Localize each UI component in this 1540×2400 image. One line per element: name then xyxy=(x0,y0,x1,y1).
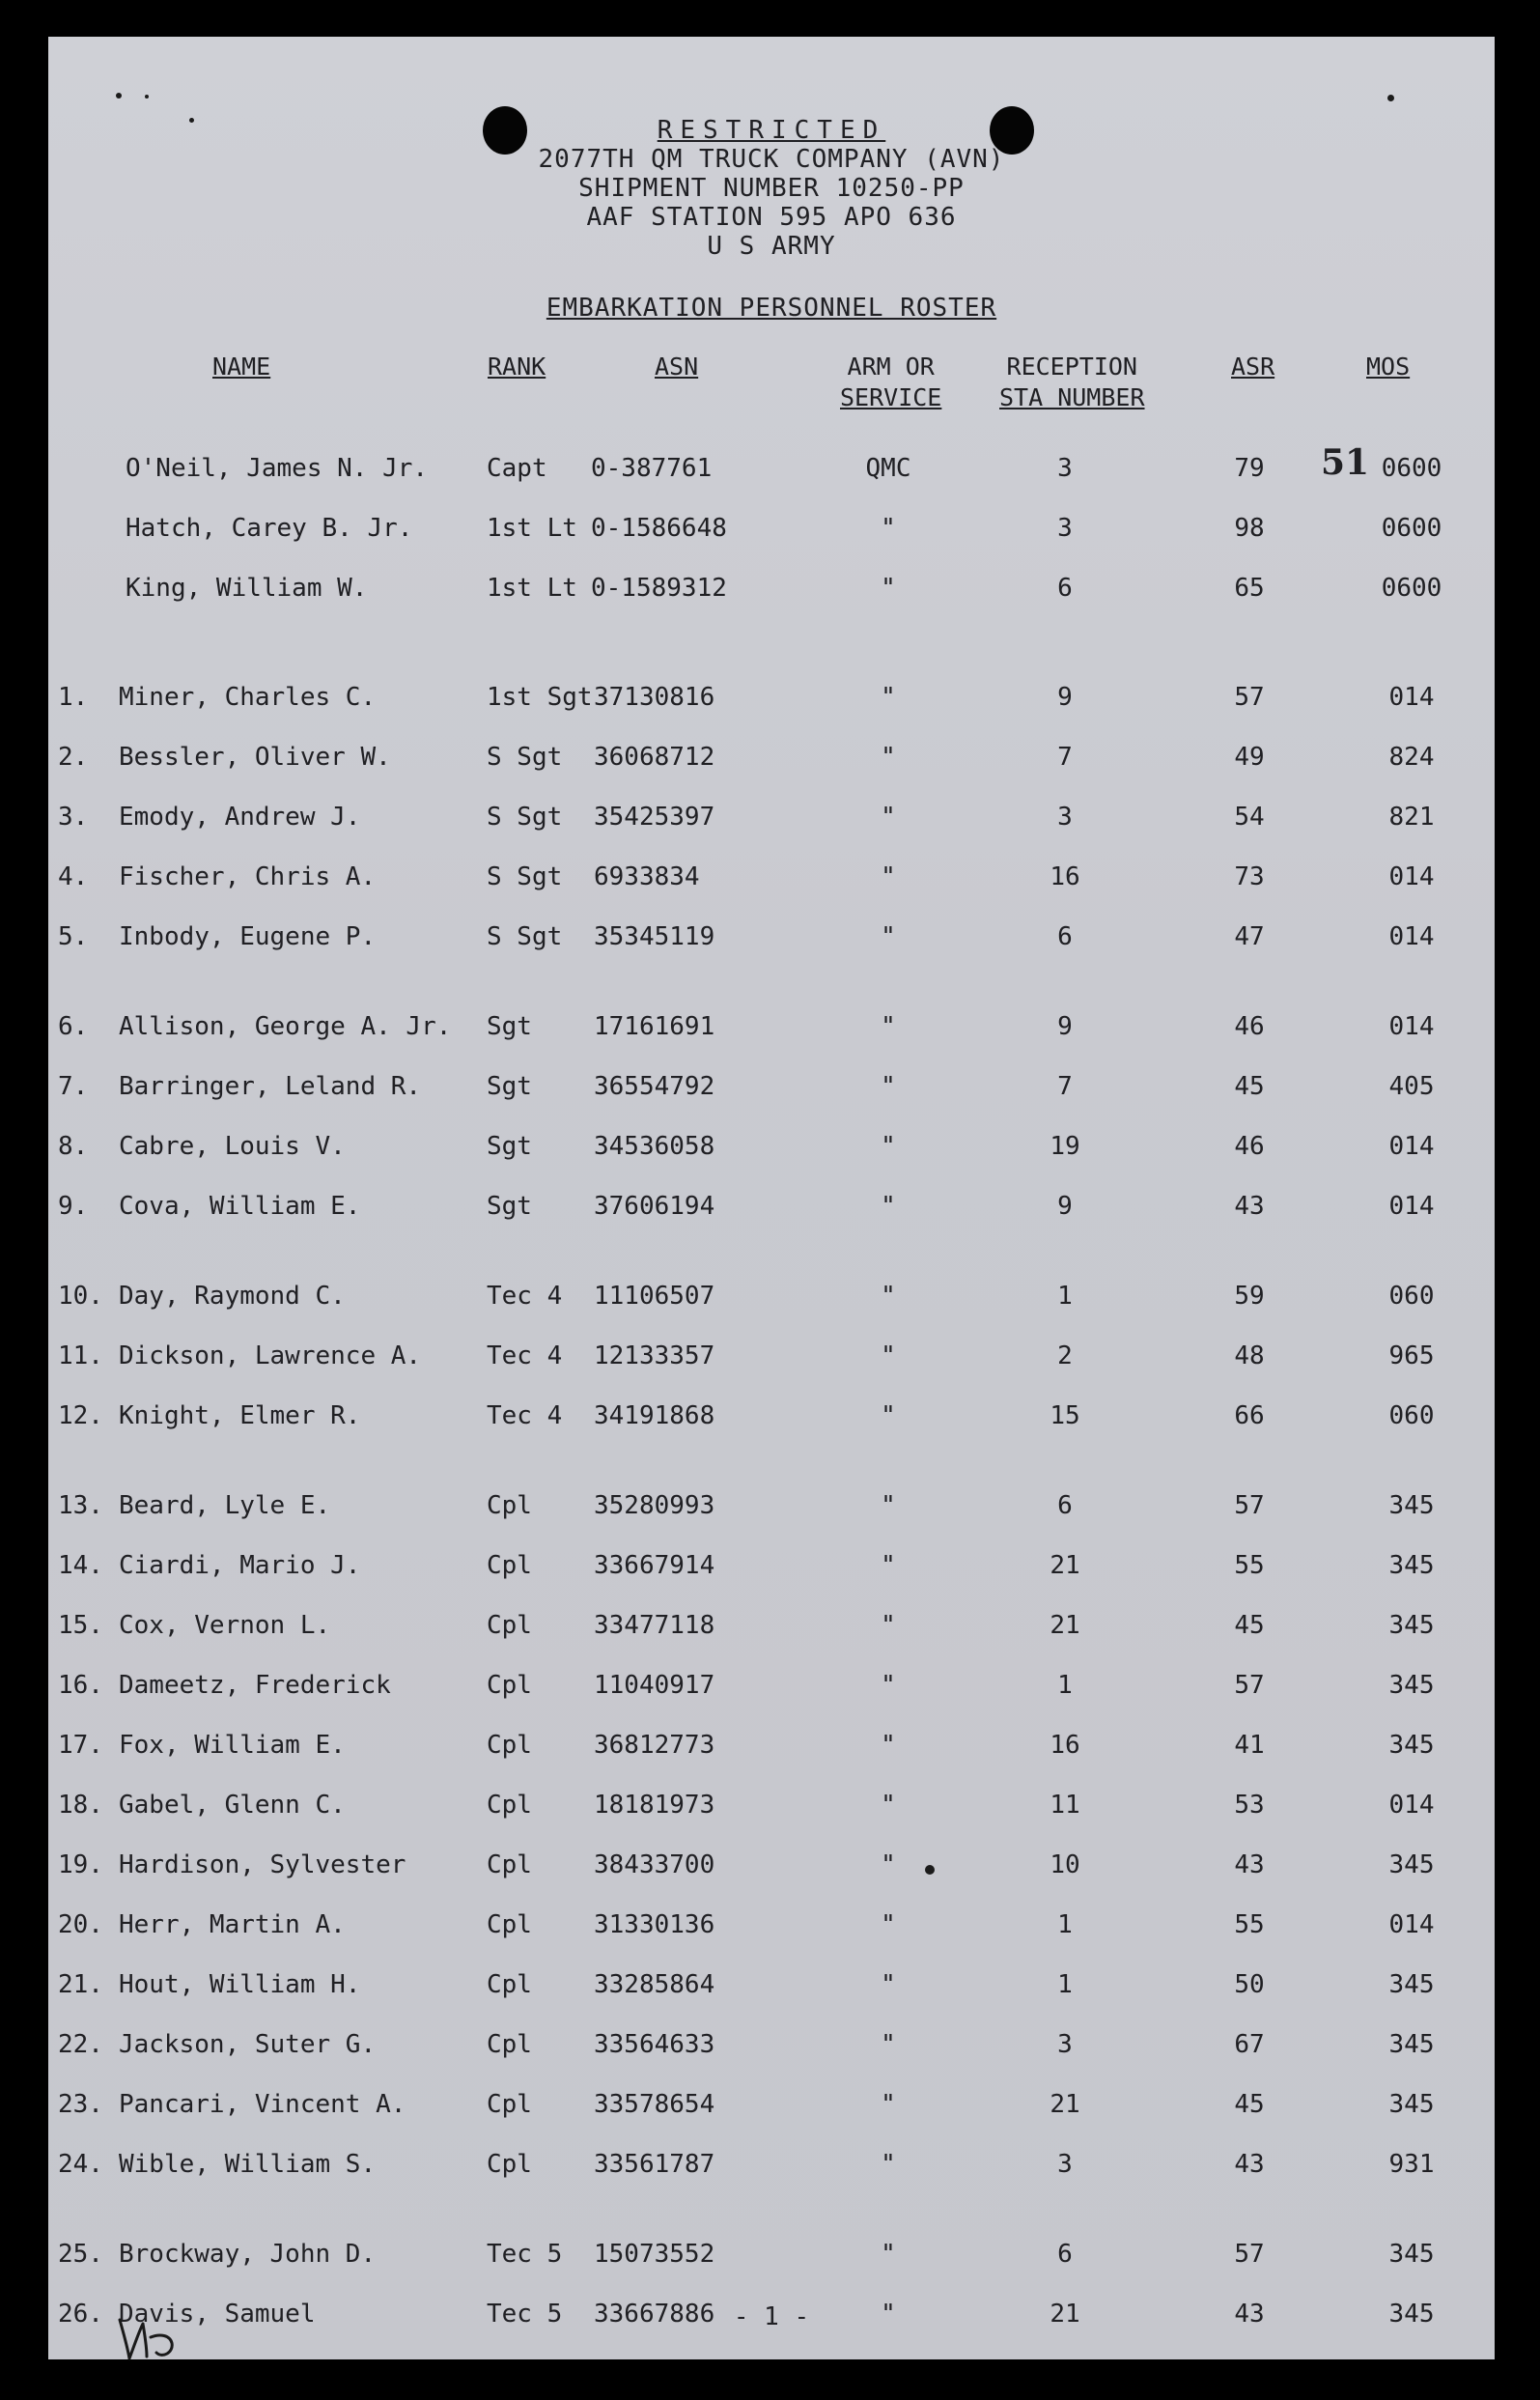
cell-sta: 1 xyxy=(1057,1970,1073,1999)
cell-asr: 67 xyxy=(1234,2030,1265,2059)
cell-rank: S Sgt xyxy=(487,922,563,951)
cell-mos: 014 xyxy=(1388,922,1435,951)
cell-sta: 3 xyxy=(1057,514,1073,543)
cell-mos: 345 xyxy=(1388,2030,1435,2059)
cell-mos: 824 xyxy=(1388,743,1435,772)
cell-name: Barringer, Leland R. xyxy=(119,1072,422,1101)
handwritten-initials xyxy=(114,2314,191,2364)
cell-rank: Sgt xyxy=(487,1192,532,1221)
cell-mos: 345 xyxy=(1388,1850,1435,1879)
cell-num: 5. xyxy=(58,922,89,951)
cell-sta: 3 xyxy=(1057,2030,1073,2059)
cell-sta: 7 xyxy=(1057,743,1073,772)
cell-asr: 53 xyxy=(1234,1791,1265,1820)
cell-mos: 965 xyxy=(1388,1341,1435,1370)
cell-name: Miner, Charles C. xyxy=(119,683,377,712)
cell-asn: 18181973 xyxy=(594,1791,715,1820)
cell-name: O'Neil, James N. Jr. xyxy=(126,454,429,483)
cell-rank: Tec 5 xyxy=(487,2240,563,2269)
cell-asr: 73 xyxy=(1234,862,1265,891)
cell-rank: S Sgt xyxy=(487,743,563,772)
cell-sta: 19 xyxy=(1050,1132,1080,1161)
cell-num: 10. xyxy=(58,1282,103,1311)
cell-mos: 014 xyxy=(1388,683,1435,712)
cell-mos: 345 xyxy=(1388,1551,1435,1580)
cell-arm: " xyxy=(881,922,896,951)
cell-rank: Cpl xyxy=(487,1611,532,1640)
cell-sta: 21 xyxy=(1050,2300,1080,2329)
cell-sta: 16 xyxy=(1050,1731,1080,1760)
cell-rank: Cpl xyxy=(487,1910,532,1939)
cell-asn: 31330136 xyxy=(594,1910,715,1939)
cell-sta: 1 xyxy=(1057,1671,1073,1700)
cell-arm: " xyxy=(881,1910,896,1939)
cell-asr: 59 xyxy=(1234,1282,1265,1311)
cell-rank: Cpl xyxy=(487,1970,532,1999)
cell-asr: 43 xyxy=(1234,1850,1265,1879)
cell-arm: " xyxy=(881,1671,896,1700)
cell-rank: Tec 4 xyxy=(487,1341,563,1370)
cell-asr: 57 xyxy=(1234,1671,1265,1700)
cell-num: 3. xyxy=(58,803,89,832)
cell-num: 18. xyxy=(58,1791,103,1820)
cell-sta: 15 xyxy=(1050,1401,1080,1430)
cell-asr: 66 xyxy=(1234,1401,1265,1430)
cell-arm: " xyxy=(881,743,896,772)
cell-arm: " xyxy=(881,574,896,603)
cell-mos: 345 xyxy=(1388,1731,1435,1760)
cell-asr: 57 xyxy=(1234,2240,1265,2269)
cell-num: 19. xyxy=(58,1850,103,1879)
cell-asn: 12133357 xyxy=(594,1341,715,1370)
cell-rank: Cpl xyxy=(487,1731,532,1760)
cell-num: 2. xyxy=(58,743,89,772)
cell-num: 11. xyxy=(58,1341,103,1370)
cell-sta: 6 xyxy=(1057,1491,1073,1520)
cell-name: Hout, William H. xyxy=(119,1970,361,1999)
col-header-reception-line2: STA NUMBER xyxy=(999,383,1145,411)
cell-name: Pancari, Vincent A. xyxy=(119,2090,406,2119)
cell-sta: 1 xyxy=(1057,1910,1073,1939)
cell-arm: " xyxy=(881,803,896,832)
cell-arm: " xyxy=(881,1731,896,1760)
cell-arm: " xyxy=(881,1791,896,1820)
shipment-number: SHIPMENT NUMBER 10250-PP xyxy=(578,174,965,203)
cell-rank: S Sgt xyxy=(487,862,563,891)
cell-rank: Sgt xyxy=(487,1012,532,1041)
speck xyxy=(145,95,149,99)
cell-rank: S Sgt xyxy=(487,803,563,832)
cell-asn: 33667914 xyxy=(594,1551,715,1580)
col-header-reception-line1: RECEPTION xyxy=(1006,353,1137,381)
cell-rank: Capt xyxy=(487,454,547,483)
mos-handwritten-note: 51 xyxy=(1321,442,1370,483)
cell-num: 12. xyxy=(58,1401,103,1430)
cell-asn: 36812773 xyxy=(594,1731,715,1760)
cell-num: 9. xyxy=(58,1192,89,1221)
cell-asr: 45 xyxy=(1234,2090,1265,2119)
service-branch: U S ARMY xyxy=(707,232,836,261)
cell-asn: 34536058 xyxy=(594,1132,715,1161)
cell-num: 15. xyxy=(58,1611,103,1640)
cell-mos: 060 xyxy=(1388,1282,1435,1311)
cell-sta: 1 xyxy=(1057,1282,1073,1311)
station-info: AAF STATION 595 APO 636 xyxy=(586,203,957,232)
cell-name: Hatch, Carey B. Jr. xyxy=(126,514,413,543)
cell-sta: 21 xyxy=(1050,1551,1080,1580)
roster-page xyxy=(48,37,1495,2359)
cell-num: 24. xyxy=(58,2150,103,2179)
cell-rank: Sgt xyxy=(487,1072,532,1101)
cell-rank: Cpl xyxy=(487,2150,532,2179)
cell-num: 17. xyxy=(58,1731,103,1760)
cell-sta: 6 xyxy=(1057,574,1073,603)
cell-asn: 33578654 xyxy=(594,2090,715,2119)
cell-asr: 98 xyxy=(1234,514,1265,543)
cell-asn: 35280993 xyxy=(594,1491,715,1520)
cell-rank: Cpl xyxy=(487,1671,532,1700)
cell-asr: 50 xyxy=(1234,1970,1265,1999)
cell-asn: 34191868 xyxy=(594,1401,715,1430)
cell-asn: 35425397 xyxy=(594,803,715,832)
cell-num: 26. xyxy=(58,2300,103,2329)
cell-mos: 931 xyxy=(1388,2150,1435,2179)
cell-name: Beard, Lyle E. xyxy=(119,1491,331,1520)
col-header-asr: ASR xyxy=(1231,353,1275,381)
cell-asr: 43 xyxy=(1234,1192,1265,1221)
classification-stamp: RESTRICTED xyxy=(657,116,886,145)
col-header-arm xyxy=(840,352,941,413)
cell-name: Brockway, John D. xyxy=(119,2240,377,2269)
cell-num: 1. xyxy=(58,683,89,712)
cell-mos: 014 xyxy=(1388,1910,1435,1939)
cell-asn: 15073552 xyxy=(594,2240,715,2269)
cell-name: Dickson, Lawrence A. xyxy=(119,1341,422,1370)
speck xyxy=(116,93,122,99)
cell-name: Ciardi, Mario J. xyxy=(119,1551,361,1580)
cell-num: 25. xyxy=(58,2240,103,2269)
cell-mos: 0600 xyxy=(1381,514,1442,543)
cell-asr: 49 xyxy=(1234,743,1265,772)
cell-name: Gabel, Glenn C. xyxy=(119,1791,346,1820)
cell-name: Wible, William S. xyxy=(119,2150,377,2179)
cell-asn: 33285864 xyxy=(594,1970,715,1999)
col-header-rank: RANK xyxy=(488,353,546,381)
cell-num: 6. xyxy=(58,1012,89,1041)
cell-mos: 0600 xyxy=(1381,454,1442,483)
cell-name: Davis, Samuel xyxy=(119,2300,316,2329)
cell-arm: " xyxy=(881,1072,896,1101)
cell-mos: 014 xyxy=(1388,862,1435,891)
cell-asn: 33561787 xyxy=(594,2150,715,2179)
cell-num: 7. xyxy=(58,1072,89,1101)
cell-name: Cox, Vernon L. xyxy=(119,1611,331,1640)
cell-arm: " xyxy=(881,1551,896,1580)
cell-name: Bessler, Oliver W. xyxy=(119,743,391,772)
cell-arm: " xyxy=(881,862,896,891)
cell-arm: " xyxy=(881,1850,896,1879)
cell-mos: 345 xyxy=(1388,1611,1435,1640)
cell-asr: 43 xyxy=(1234,2300,1265,2329)
cell-mos: 060 xyxy=(1388,1401,1435,1430)
page-number: - 1 - xyxy=(733,2302,810,2331)
cell-asn: 0-387761 xyxy=(591,454,713,483)
cell-mos: 405 xyxy=(1388,1072,1435,1101)
cell-arm: " xyxy=(881,1282,896,1311)
cell-sta: 10 xyxy=(1050,1850,1080,1879)
cell-name: Inbody, Eugene P. xyxy=(119,922,377,951)
cell-name: Jackson, Suter G. xyxy=(119,2030,377,2059)
cell-sta: 11 xyxy=(1050,1791,1080,1820)
cell-rank: Cpl xyxy=(487,1850,532,1879)
cell-arm: QMC xyxy=(865,454,911,483)
cell-arm: " xyxy=(881,1192,896,1221)
cell-mos: 345 xyxy=(1388,2090,1435,2119)
cell-arm: " xyxy=(881,1970,896,1999)
speck xyxy=(1387,95,1394,101)
cell-name: King, William W. xyxy=(126,574,368,603)
cell-mos: 014 xyxy=(1388,1791,1435,1820)
cell-name: Fischer, Chris A. xyxy=(119,862,377,891)
cell-sta: 21 xyxy=(1050,2090,1080,2119)
cell-arm: " xyxy=(881,1012,896,1041)
cell-asn: 37606194 xyxy=(594,1192,715,1221)
cell-name: Allison, George A. Jr. xyxy=(119,1012,452,1041)
col-header-name: NAME xyxy=(212,353,271,381)
cell-mos: 014 xyxy=(1388,1192,1435,1221)
cell-asn: 0-1589312 xyxy=(591,574,727,603)
cell-asn: 36554792 xyxy=(594,1072,715,1101)
cell-rank: Tec 4 xyxy=(487,1282,563,1311)
cell-num: 20. xyxy=(58,1910,103,1939)
cell-sta: 9 xyxy=(1057,683,1073,712)
cell-num: 8. xyxy=(58,1132,89,1161)
cell-name: Dameetz, Frederick xyxy=(119,1671,391,1700)
cell-arm: " xyxy=(881,2150,896,2179)
cell-sta: 3 xyxy=(1057,803,1073,832)
cell-sta: 3 xyxy=(1057,454,1073,483)
cell-name: Fox, William E. xyxy=(119,1731,346,1760)
cell-mos: 345 xyxy=(1388,2300,1435,2329)
cell-asn: 33477118 xyxy=(594,1611,715,1640)
cell-rank: Tec 5 xyxy=(487,2300,563,2329)
cell-asn: 11040917 xyxy=(594,1671,715,1700)
cell-rank: 1st Lt xyxy=(487,514,577,543)
col-header-asn: ASN xyxy=(655,353,699,381)
cell-arm: " xyxy=(881,2300,896,2329)
cell-sta: 9 xyxy=(1057,1192,1073,1221)
cell-asn: 36068712 xyxy=(594,743,715,772)
roster-title: EMBARKATION PERSONNEL ROSTER xyxy=(546,294,997,323)
cell-asn: 33564633 xyxy=(594,2030,715,2059)
cell-num: 13. xyxy=(58,1491,103,1520)
col-header-mos: MOS xyxy=(1366,353,1411,381)
cell-num: 21. xyxy=(58,1970,103,1999)
cell-sta: 3 xyxy=(1057,2150,1073,2179)
cell-mos: 0600 xyxy=(1381,574,1442,603)
cell-asr: 65 xyxy=(1234,574,1265,603)
col-header-arm-line2: SERVICE xyxy=(840,383,942,411)
cell-sta: 6 xyxy=(1057,2240,1073,2269)
cell-asr: 57 xyxy=(1234,1491,1265,1520)
cell-sta: 16 xyxy=(1050,862,1080,891)
cell-mos: 014 xyxy=(1388,1132,1435,1161)
cell-mos: 345 xyxy=(1388,2240,1435,2269)
cell-name: Day, Raymond C. xyxy=(119,1282,346,1311)
cell-rank: Tec 4 xyxy=(487,1401,563,1430)
cell-asr: 45 xyxy=(1234,1611,1265,1640)
cell-asr: 79 xyxy=(1234,454,1265,483)
cell-rank: Cpl xyxy=(487,2090,532,2119)
col-header-reception xyxy=(999,352,1145,413)
cell-asr: 55 xyxy=(1234,1910,1265,1939)
cell-asr: 45 xyxy=(1234,1072,1265,1101)
cell-rank: Cpl xyxy=(487,1791,532,1820)
cell-arm: " xyxy=(881,2030,896,2059)
cell-asn: 38433700 xyxy=(594,1850,715,1879)
cell-sta: 9 xyxy=(1057,1012,1073,1041)
cell-mos: 821 xyxy=(1388,803,1435,832)
cell-arm: " xyxy=(881,683,896,712)
cell-rank: Cpl xyxy=(487,1551,532,1580)
cell-name: Knight, Elmer R. xyxy=(119,1401,361,1430)
cell-num: 4. xyxy=(58,862,89,891)
cell-arm: " xyxy=(881,1611,896,1640)
speck xyxy=(925,1865,935,1875)
cell-sta: 21 xyxy=(1050,1611,1080,1640)
cell-asn: 35345119 xyxy=(594,922,715,951)
unit-name: 2077TH QM TRUCK COMPANY (AVN) xyxy=(538,145,1005,174)
cell-asr: 41 xyxy=(1234,1731,1265,1760)
cell-rank: Cpl xyxy=(487,2030,532,2059)
cell-mos: 345 xyxy=(1388,1491,1435,1520)
cell-rank: Cpl xyxy=(487,1491,532,1520)
cell-asr: 46 xyxy=(1234,1132,1265,1161)
cell-num: 22. xyxy=(58,2030,103,2059)
cell-num: 16. xyxy=(58,1671,103,1700)
cell-mos: 345 xyxy=(1388,1970,1435,1999)
cell-rank: 1st Lt xyxy=(487,574,577,603)
cell-asn: 6933834 xyxy=(594,862,700,891)
cell-arm: " xyxy=(881,1132,896,1161)
cell-arm: " xyxy=(881,1341,896,1370)
cell-arm: " xyxy=(881,1491,896,1520)
cell-asr: 55 xyxy=(1234,1551,1265,1580)
cell-asn: 17161691 xyxy=(594,1012,715,1041)
cell-sta: 2 xyxy=(1057,1341,1073,1370)
cell-arm: " xyxy=(881,2090,896,2119)
cell-name: Cova, William E. xyxy=(119,1192,361,1221)
cell-arm: " xyxy=(881,1401,896,1430)
cell-asn: 11106507 xyxy=(594,1282,715,1311)
cell-asr: 43 xyxy=(1234,2150,1265,2179)
cell-asn: 37130816 xyxy=(594,683,715,712)
col-header-arm-line1: ARM OR xyxy=(847,353,935,381)
cell-asn: 33667886 xyxy=(594,2300,715,2329)
cell-arm: " xyxy=(881,2240,896,2269)
cell-mos: 014 xyxy=(1388,1012,1435,1041)
cell-asr: 47 xyxy=(1234,922,1265,951)
cell-rank: 1st Sgt xyxy=(487,683,593,712)
cell-asr: 57 xyxy=(1234,683,1265,712)
cell-num: 14. xyxy=(58,1551,103,1580)
cell-asr: 46 xyxy=(1234,1012,1265,1041)
cell-name: Herr, Martin A. xyxy=(119,1910,346,1939)
cell-asr: 48 xyxy=(1234,1341,1265,1370)
cell-name: Hardison, Sylvester xyxy=(119,1850,406,1879)
cell-arm: " xyxy=(881,514,896,543)
cell-asn: 0-1586648 xyxy=(591,514,727,543)
cell-asr: 54 xyxy=(1234,803,1265,832)
cell-rank: Sgt xyxy=(487,1132,532,1161)
cell-sta: 7 xyxy=(1057,1072,1073,1101)
cell-name: Cabre, Louis V. xyxy=(119,1132,346,1161)
cell-num: 23. xyxy=(58,2090,103,2119)
cell-mos: 345 xyxy=(1388,1671,1435,1700)
cell-sta: 6 xyxy=(1057,922,1073,951)
cell-name: Emody, Andrew J. xyxy=(119,803,361,832)
